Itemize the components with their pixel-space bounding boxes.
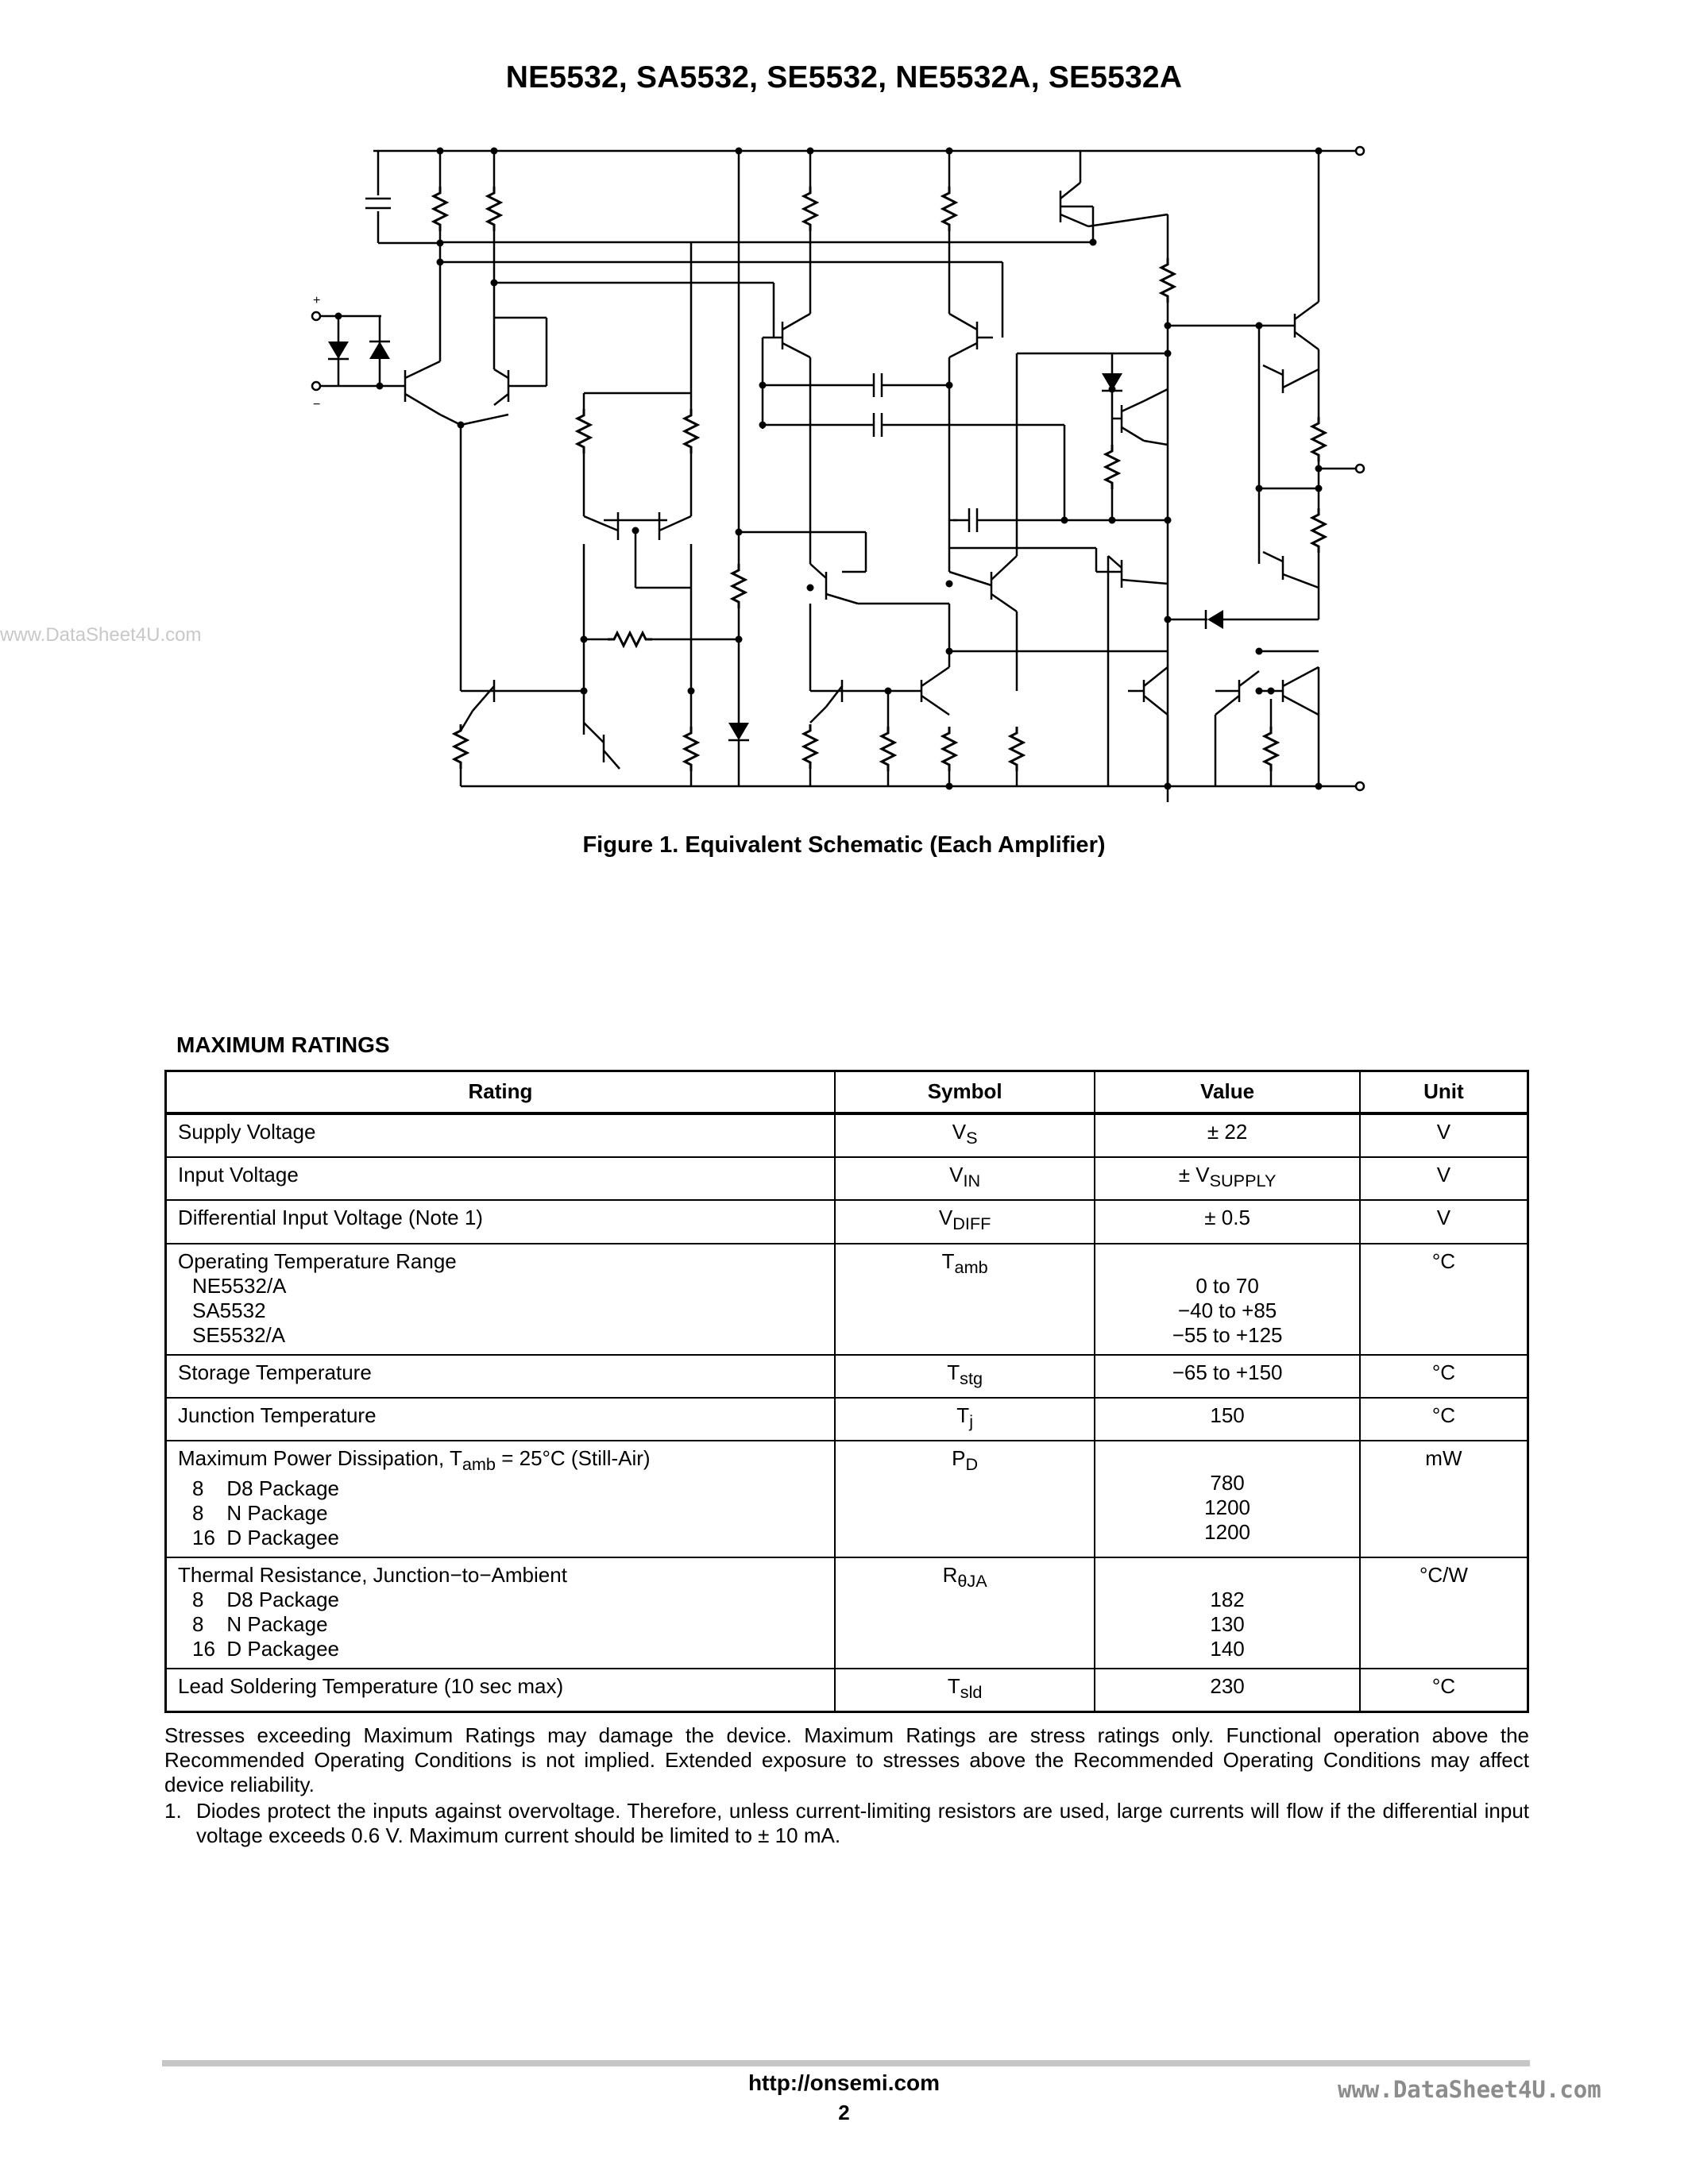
value-cell: ± 0.5 [1095, 1200, 1359, 1243]
unit-cell: V [1360, 1200, 1528, 1243]
plus-label: + [313, 294, 321, 307]
footnote-1 [164, 1799, 1529, 1848]
table-row [166, 1398, 1528, 1441]
table-row [166, 1557, 1528, 1669]
unit-cell: °C [1360, 1355, 1528, 1398]
rating-cell: Differential Input Voltage (Note 1) [166, 1200, 835, 1243]
symbol-cell: $V_{IN}$ [835, 1157, 1095, 1200]
table-row [166, 1441, 1528, 1557]
rating-cell: Thermal Resistance, Junction−to−Ambient 8 D8 Package 8 N Package 16 D Packagee [166, 1557, 835, 1669]
unit-cell: °C [1360, 1669, 1528, 1712]
table-row [166, 1200, 1528, 1243]
figure-caption: Figure 1. Equivalent Schematic (Each Amplifier) [582, 832, 1106, 858]
symbol-cell: $T_{amb}$ [835, 1244, 1095, 1355]
watermark-left: www.DataSheet4U.com [0, 624, 202, 646]
ratings-notes [164, 1723, 1529, 1848]
unit-cell: V [1360, 1113, 1528, 1157]
value-cell: ± 22 [1095, 1113, 1359, 1157]
symbol-cell: $T_{stg}$ [835, 1355, 1095, 1398]
rating-cell: Maximum Power Dissipation, $T_{amb} = 25^\circ C$ (Still-Air) 8 D8 Package 8 N Package 16 D Packagee [166, 1441, 835, 1557]
table-row [166, 1244, 1528, 1355]
unit-cell: °C [1360, 1398, 1528, 1441]
footnote-text: Diodes protect the inputs against overvoltage. Therefore, unless current-limiting resistors are used, large currents will flow if the differential input voltage exceeds 0.6 V. Maximum current should be limited to ± 10 mA. [196, 1799, 1529, 1847]
value-cell: ± $V_{SUPPLY}$ [1095, 1157, 1359, 1200]
value-cell: 182 130 140 [1095, 1557, 1359, 1669]
rating-cell: Lead Soldering Temperature (10 sec max) [166, 1669, 835, 1712]
footnote-number: 1. [164, 1799, 182, 1823]
table-row [166, 1113, 1528, 1157]
unit-cell: V [1360, 1157, 1528, 1200]
watermark-right: www.DataSheet4U.com [1338, 2076, 1601, 2103]
unit-cell: mW [1360, 1441, 1528, 1557]
symbol-cell: $V_{DIFF}$ [835, 1200, 1095, 1243]
symbol-cell: $R_{\theta JA}$ [835, 1557, 1095, 1669]
header-rating: Rating [166, 1071, 835, 1114]
rating-cell: Storage Temperature [166, 1355, 835, 1398]
value-cell: 150 [1095, 1398, 1359, 1441]
rating-cell: Operating Temperature Range NE5532/A SA5532 SE5532/A [166, 1244, 835, 1355]
rating-cell: Junction Temperature [166, 1398, 835, 1441]
value-cell: 0 to 70 −40 to +85 −55 to +125 [1095, 1244, 1359, 1355]
table-row [166, 1669, 1528, 1712]
table-row [166, 1157, 1528, 1200]
stress-note: Stresses exceeding Maximum Ratings may damage the device. Maximum Ratings are stress ratings only. Functional operation above the Recommended Operating Conditions is not implied. Extended exposure to stresses above the Recommended Operating Conditions may affect device reliability. [164, 1723, 1529, 1796]
table-header-row [166, 1071, 1528, 1114]
page-number: 2 [838, 2101, 850, 2124]
unit-cell: °C [1360, 1244, 1528, 1355]
footer-url-link[interactable]: http://onsemi.com [747, 2070, 941, 2095]
value-cell: 780 1200 1200 [1095, 1441, 1359, 1557]
page-title: NE5532, SA5532, SE5532, NE5532A, SE5532A [505, 60, 1183, 95]
symbol-cell: $P_D$ [835, 1441, 1095, 1557]
table-row [166, 1355, 1528, 1398]
rating-cell: Supply Voltage [166, 1113, 835, 1157]
maximum-ratings-table [164, 1070, 1529, 1713]
header-value: Value [1095, 1071, 1359, 1114]
value-cell: −65 to +150 [1095, 1355, 1359, 1398]
rating-cell: Input Voltage [166, 1157, 835, 1200]
symbol-cell: $V_S$ [835, 1113, 1095, 1157]
symbol-cell: $T_j$ [835, 1398, 1095, 1441]
symbol-cell: $T_{sld}$ [835, 1669, 1095, 1712]
header-unit: Unit [1360, 1071, 1528, 1114]
equivalent-schematic [302, 143, 1390, 802]
value-cell: 230 [1095, 1669, 1359, 1712]
header-symbol: Symbol [835, 1071, 1095, 1114]
section-title: MAXIMUM RATINGS [176, 1032, 390, 1057]
footer-divider [162, 2060, 1530, 2066]
minus-label: − [313, 398, 321, 411]
unit-cell: °C/W [1360, 1557, 1528, 1669]
